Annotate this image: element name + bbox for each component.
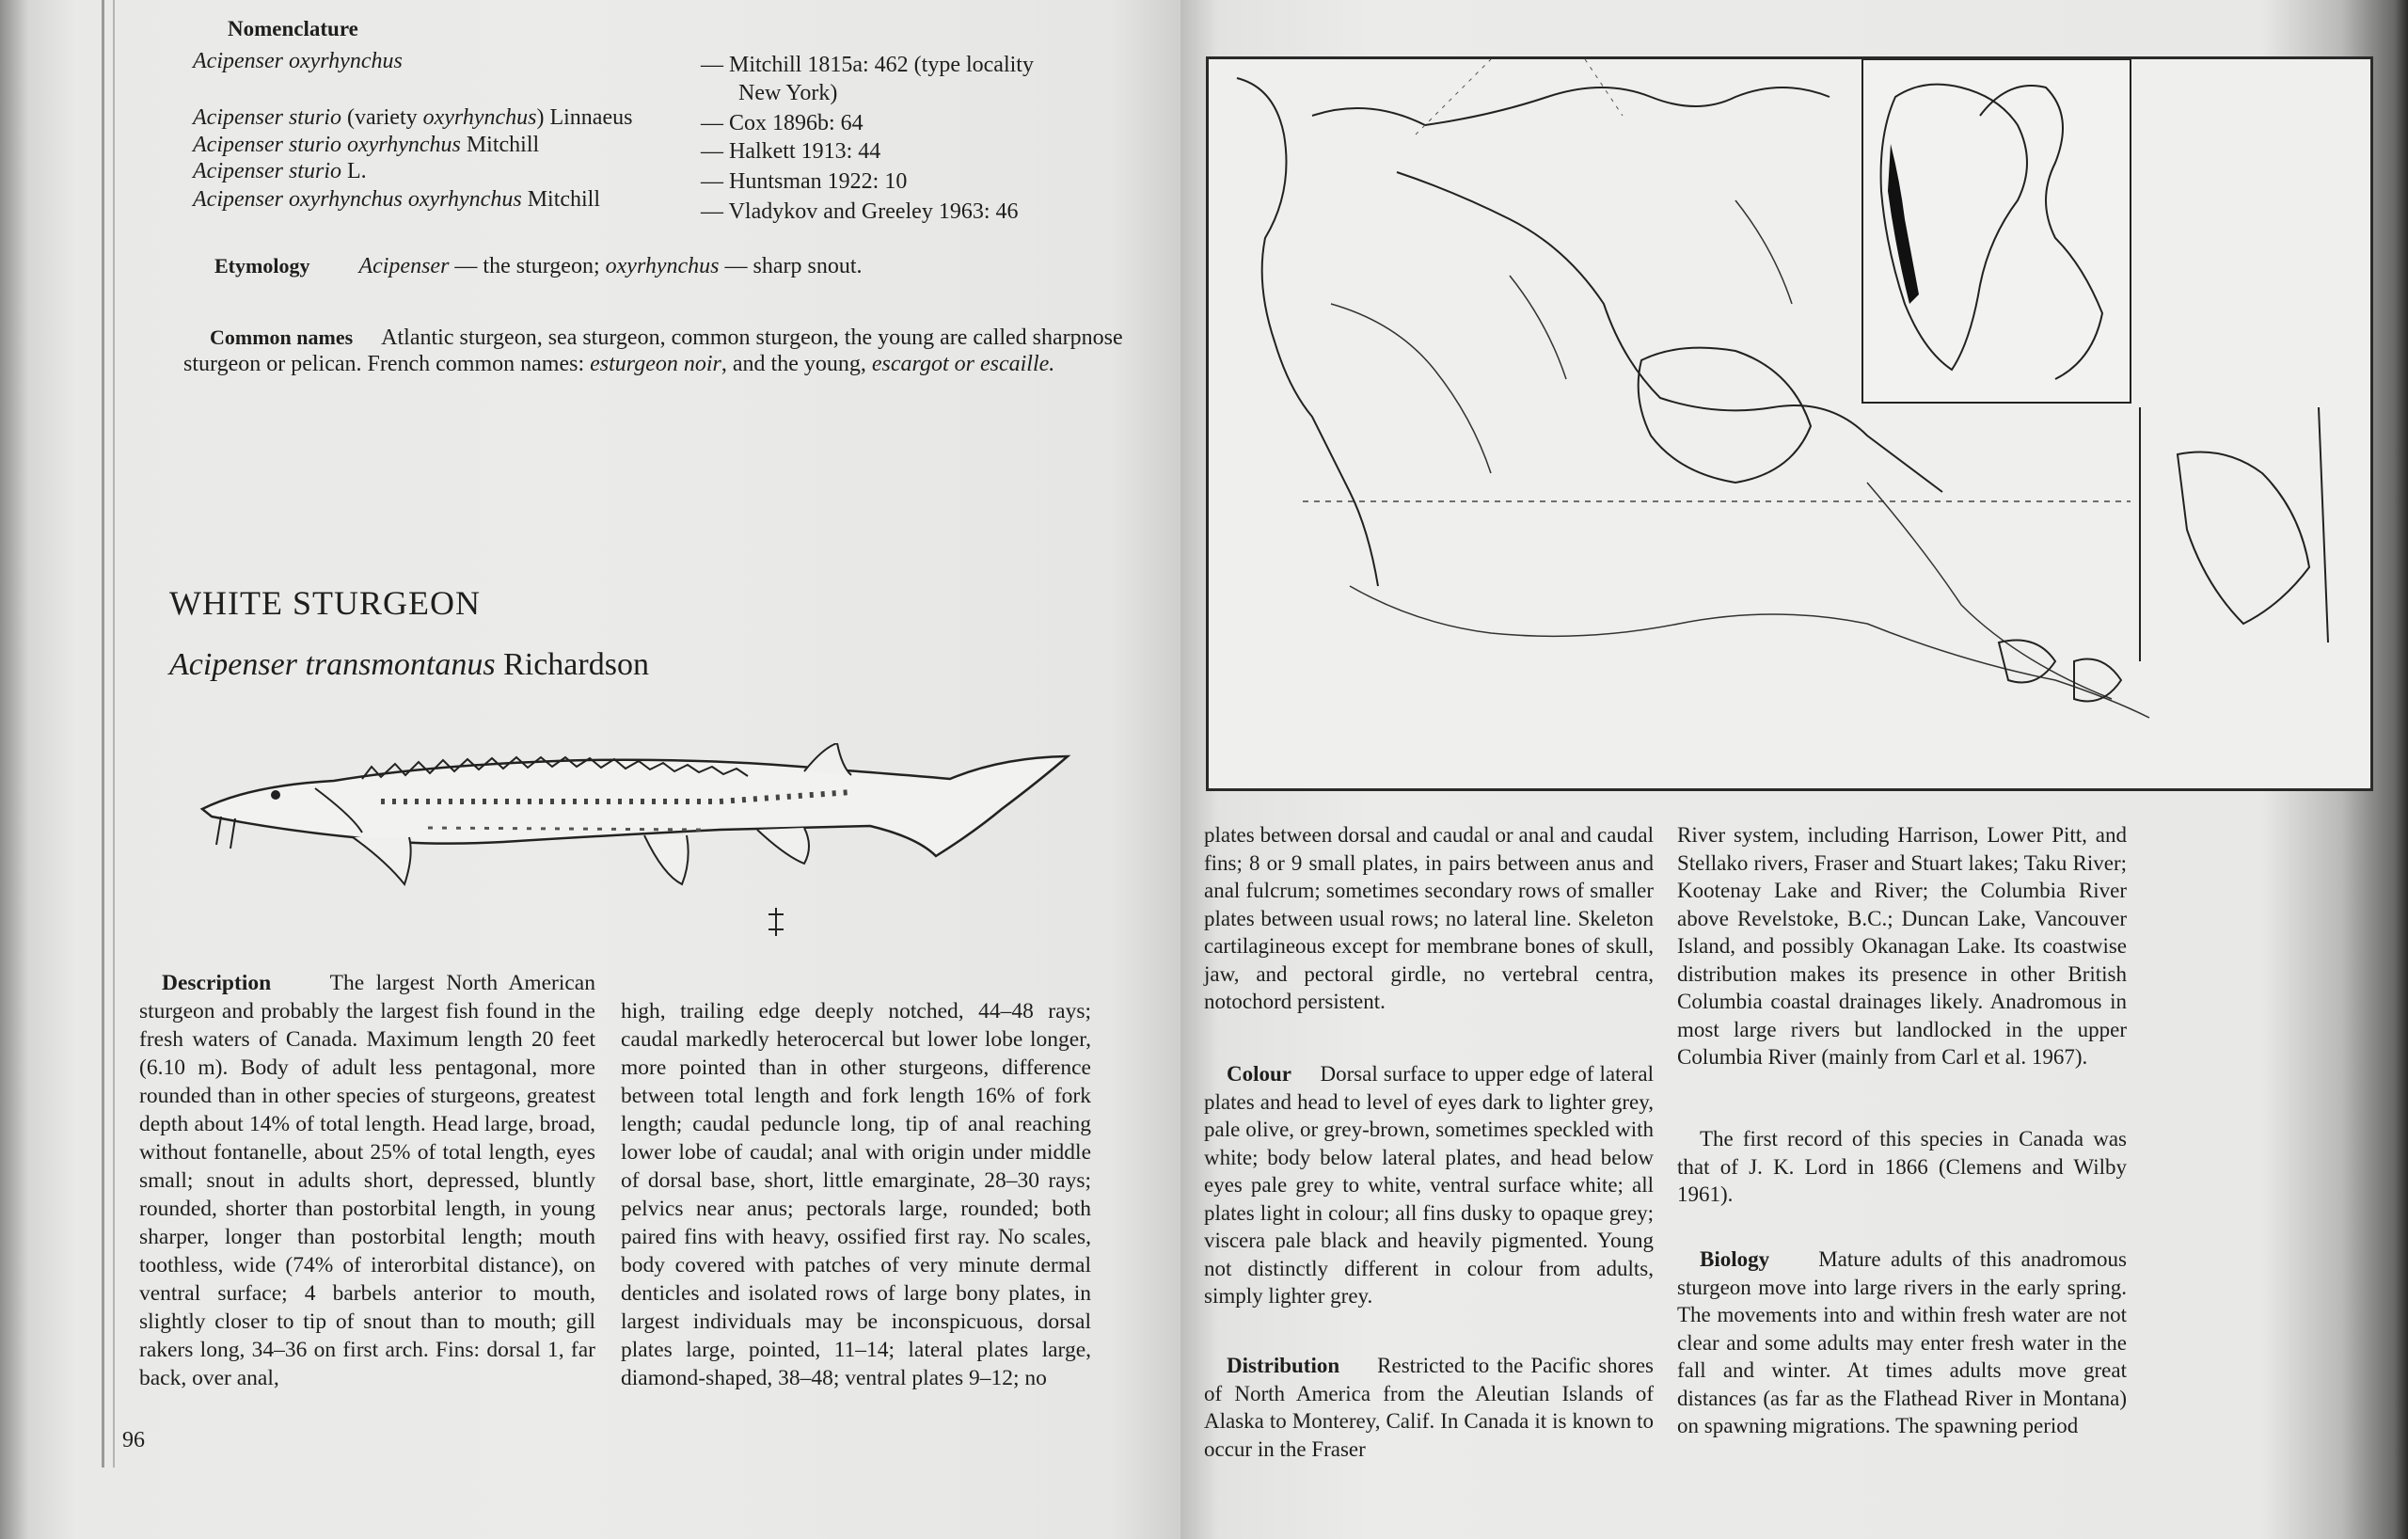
description-column-2: high, trailing edge deeply notched, 44–48 rays; caudal markedly heterocercal but lower lobe longer, more pointed than in other sturgeons, difference between total length and fork length 16% of fork length; caudal peduncle long, tip of anal reaching lower lobe of caudal; anal with origin under middle of dorsal base, short, little emarginate, 28–30 rays; pelvics near anus; pectorals large, rounded; both paired fins with heavy, ossified first ray. No scales, body covered with patches of very minute dermal denticles and isolated rows of large bony plates, in largest individuals may be inconspicuous, dorsal plates large, pointed, 11–14; lateral plates large, diamond-shaped, 38–48; ventral plates 9–12; no xyxy=(621,999,1091,1390)
nomenclature-name: Acipenser oxyrhynchus oxyrhynchus Mitchill xyxy=(193,187,601,212)
nomenclature-ref: New York) xyxy=(738,81,838,105)
distribution-continued: River system, including Harrison, Lower Pitt, and Stellako rivers, Fraser and Stuart lakes; Taku River; Kootenay Lake and River; the Columbia River above Revelstoke, B.C.; Duncan Lake, Vancouver Island, and possibly Okanagan Lake. Its coastwise distribution makes its presence in other British Columbia coastal drainages likely. Anadromous in most large rivers but landlocked in the upper Columbia River (mainly from Carl et al. 1967). xyxy=(1677,823,2127,1069)
sturgeon-illustration xyxy=(193,743,1077,955)
description-column-3: plates between dorsal and caudal or anal and caudal fins; 8 or 9 small plates, in pairs between anus and anal fulcrum; sometimes secondary rows of smaller plates between usual rows; no lateral line. Skeleton cartilagineous except for membrane bones of skull, jaw, and pectoral girdle, no vertebral centra, notochord persistent. xyxy=(1204,823,1654,1013)
common-names: Common names Atlantic sturgeon, sea sturgeon, common sturgeon, the young are called sharpnose sturgeon or pelican. French common names: esturgeon noir, and the young, escargot or escaille. xyxy=(183,325,1123,376)
first-record-paragraph: The first record of this species in Canada was that of J. K. Lord in 1866 (Clemens and Wilby 1961). xyxy=(1677,1127,2127,1206)
nomenclature-name: Acipenser sturio oxyrhynchus Mitchill xyxy=(193,133,540,157)
nomenclature-name: Acipenser sturio (variety oxyrhynchus) Linnaeus xyxy=(193,105,633,130)
description-heading: Description xyxy=(162,971,272,995)
etymology: Etymology Acipenser — the sturgeon; oxyrhynchus — sharp snout. xyxy=(214,254,863,278)
page-number: 96 xyxy=(122,1428,145,1452)
distribution-heading: Distribution xyxy=(1227,1354,1340,1377)
species-latin-name: Acipenser transmontanus Richardson xyxy=(169,647,649,682)
right-page xyxy=(1180,0,2408,1539)
nomenclature-ref: — Halkett 1913: 44 xyxy=(701,139,881,164)
colour-heading: Colour xyxy=(1227,1062,1291,1086)
species-title: WHITE STURGEON xyxy=(169,584,481,622)
nomenclature-ref: — Huntsman 1922: 10 xyxy=(701,169,908,194)
nomenclature-heading: Nomenclature xyxy=(228,17,358,40)
page-edge-line xyxy=(113,0,115,1468)
biology-heading: Biology xyxy=(1700,1247,1770,1271)
distribution-map xyxy=(1206,56,2373,791)
left-page xyxy=(0,0,1180,1539)
nomenclature-name: Acipenser oxyrhynchus xyxy=(193,49,403,73)
common-names-heading: Common names xyxy=(210,325,354,349)
canada-map xyxy=(1209,59,2370,788)
nomenclature-ref: — Mitchill 1815a: 462 (type locality xyxy=(701,53,1034,77)
description-column-1: Description The largest North American sturgeon and probably the largest fish found in the fresh waters of Canada. Maximum length 20 feet (6.10 m). Body of adult less pentagonal, more rounded than in other species of sturgeons, greatest depth about 14% of total length. Head large, broad, without fontanelle, about 25% of total length, eyes small; snout in adults short, depressed, bluntly rounded, shorter than postorbital length, in young sharper, longer than postorbital length; mouth toothless, wide (74% of interorbital distance), on ventral surface; 4 barbels anterior to mouth, slightly closer to tip of snout than to mouth; gill rakers long, 34–36 on first arch. Fins: dorsal 1, far back, over anal, xyxy=(139,971,595,1390)
etymology-heading: Etymology xyxy=(214,254,310,278)
biology-section: Biology Mature adults of this anadromous sturgeon move into large rivers in the early spring. The movements into and within fresh water are not clear and some adults may enter fresh water in the fall and winter. At times adults move great distances (as far as the Flathead River in Montana) on spawning migrations. The spawning period xyxy=(1677,1247,2127,1437)
nomenclature-ref: — Vladykov and Greeley 1963: 46 xyxy=(701,199,1019,224)
nomenclature-name: Acipenser sturio L. xyxy=(193,159,367,183)
nomenclature-ref: — Cox 1896b: 64 xyxy=(701,111,863,135)
page-edge-line xyxy=(102,0,104,1468)
colour-section: Colour Dorsal surface to upper edge of lateral plates and head to level of eyes dark to lighter grey, pale olive, or grey-brown, sometimes speckled with white; body below lateral plates, and head below eyes pale grey to white, ventral surface white; all plates light in colour; all fins dusky to opaque grey; viscera pale black and heavily pigmented. Young not distinctly different in colour from adults, simply lighter grey. xyxy=(1204,1062,1654,1308)
distribution-section: Distribution Restricted to the Pacific shores of North America from the Aleutian Islands of Alaska to Monterey, Calif. In Canada it is known to occur in the Fraser xyxy=(1204,1354,1654,1461)
